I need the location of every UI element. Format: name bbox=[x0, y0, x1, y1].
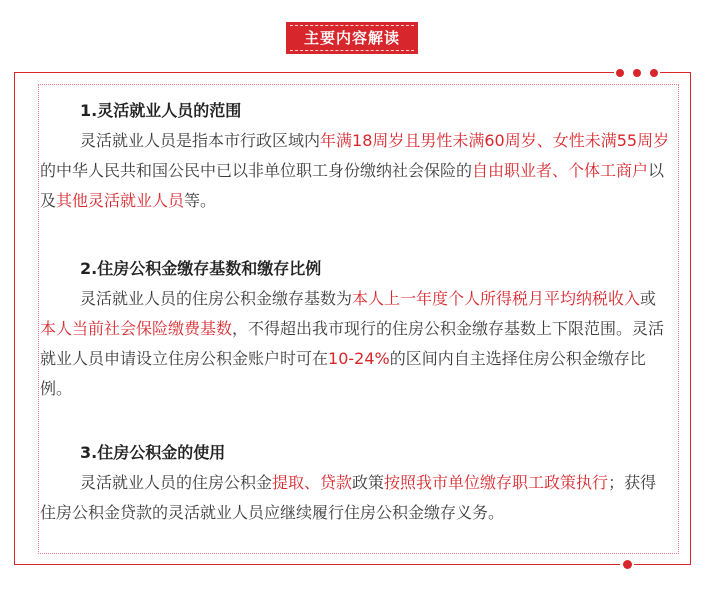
section-title-tab: 主要内容解读 bbox=[286, 22, 418, 54]
highlight-text: 年满18周岁且男性未满60周岁、女性未满55周岁 bbox=[320, 131, 670, 150]
section-heading: 2.住房公积金缴存基数和缴存比例 bbox=[80, 259, 322, 278]
frame-top-border bbox=[14, 72, 614, 73]
body-text: ；获得住房公积金贷款的灵活就业人员应继续履行住房公积金缴存义务。 bbox=[40, 473, 657, 522]
body-text: 灵活就业人员的住房公积金 bbox=[80, 473, 273, 492]
body-text: 的中华人民共和国公民中已以非单位职工身份缴纳社会保险的 bbox=[40, 161, 473, 180]
frame-top-right-border bbox=[660, 72, 690, 73]
bottom-dot-icon bbox=[623, 560, 632, 569]
highlight-text: 10-24% bbox=[328, 349, 390, 368]
section-usage bbox=[40, 438, 670, 528]
section-body bbox=[40, 284, 670, 404]
frame-left-border bbox=[14, 72, 15, 564]
frame-bottom-border bbox=[14, 564, 620, 565]
highlight-text: 本人当前社会保险缴费基数 bbox=[40, 319, 233, 338]
highlight-text: 本人上一年度个人所得税月平均纳税收入 bbox=[352, 289, 641, 308]
dot-icon bbox=[650, 69, 658, 77]
body-text: 政策 bbox=[352, 473, 385, 492]
highlight-text: 其他灵活就业人员 bbox=[56, 191, 185, 210]
body-text: 以及 bbox=[40, 161, 665, 210]
frame-right-border bbox=[690, 72, 691, 564]
highlight-text: 提取、贷款 bbox=[272, 473, 353, 492]
section-scope bbox=[40, 96, 670, 216]
section-heading: 1.灵活就业人员的范围 bbox=[80, 101, 242, 120]
highlight-text: 自由职业者、个体工商户 bbox=[472, 161, 649, 180]
decorative-dots bbox=[614, 67, 660, 78]
body-text: 等。 bbox=[184, 191, 217, 210]
section-base-and-ratio bbox=[40, 254, 670, 404]
body-text: 灵活就业人员的住房公积金缴存基数为 bbox=[80, 289, 353, 308]
section-body bbox=[40, 468, 670, 528]
body-text: ，不得超出我市现行的住房公积金缴存基数上下限范围。灵活就业人员申请设立住房公积金账户时可在 bbox=[40, 319, 665, 368]
frame-bottom-right-border bbox=[634, 564, 691, 565]
body-text: 或 bbox=[640, 289, 657, 308]
section-heading: 3.住房公积金的使用 bbox=[80, 443, 226, 462]
content-area bbox=[40, 96, 670, 528]
section-body bbox=[40, 126, 670, 216]
highlight-text: 按照我市单位缴存职工政策执行 bbox=[384, 473, 609, 492]
body-text: 的区间内自主选择住房公积金缴存比例。 bbox=[40, 349, 646, 398]
dot-icon bbox=[616, 69, 624, 77]
dot-icon bbox=[633, 69, 641, 77]
body-text: 灵活就业人员是指本市行政区域内 bbox=[80, 131, 321, 150]
